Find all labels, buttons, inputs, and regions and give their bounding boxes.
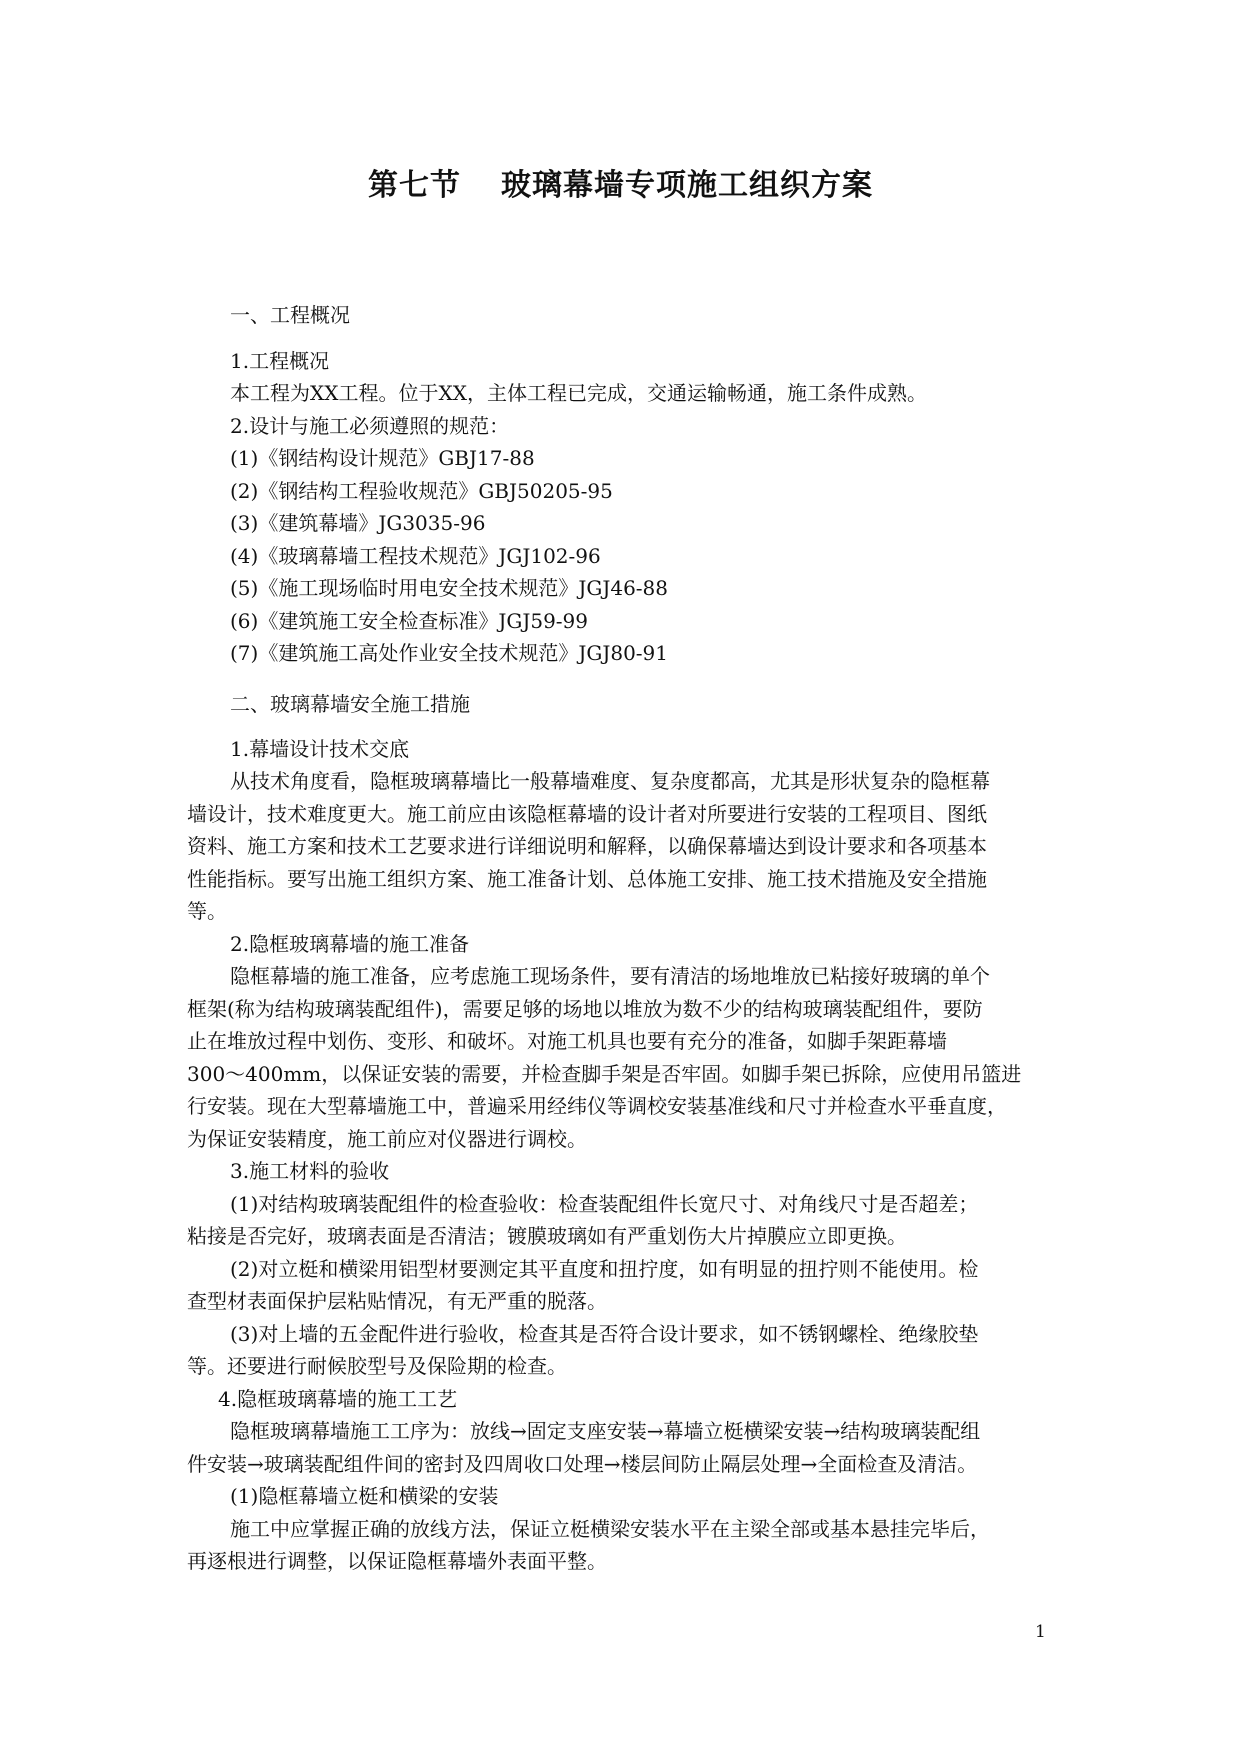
subheading: 1.幕墙设计技术交底 (230, 737, 410, 761)
title-section: 第七节 (368, 168, 461, 203)
paragraph-line: 再逐根进行调整，以保证隐框幕墙外表面平整。 (187, 1549, 607, 1573)
list-item: (3)《建筑幕墙》JG3035-96 (230, 511, 486, 535)
paragraph-line: 粘接是否完好，玻璃表面是否清洁；镀膜玻璃如有严重划伤大片掉膜应立即更换。 (187, 1224, 907, 1248)
title-text: 玻璃幕墙专项施工组织方案 (501, 168, 873, 203)
subheading: 1.工程概况 (230, 349, 330, 373)
paragraph-line: 本工程为XX工程。位于XX，主体工程已完成，交通运输畅通，施工条件成熟。 (230, 381, 927, 405)
page-number: 1 (1035, 1622, 1046, 1642)
paragraph-line: 施工中应掌握正确的放线方法，保证立梃横梁安装水平在主梁全部或基本悬挂完毕后， (230, 1517, 990, 1541)
paragraph-line: 隐框玻璃幕墙施工工序为：放线→固定支座安装→幕墙立梃横梁安装→结构玻璃装配组 (230, 1419, 981, 1443)
paragraph-line: 查型材表面保护层粘贴情况，有无严重的脱落。 (187, 1289, 607, 1313)
subheading: 4.隐框玻璃幕墙的施工工艺 (218, 1387, 458, 1411)
paragraph-line: 件安装→玻璃装配组件间的密封及四周收口处理→楼层间防止隔层处理→全面检查及清洁。 (187, 1452, 978, 1476)
paragraph-line: 从技术角度看，隐框玻璃幕墙比一般幕墙难度、复杂度都高，尤其是形状复杂的隐框幕 (230, 769, 990, 793)
paragraph-line: 性能指标。要写出施工组织方案、施工准备计划、总体施工安排、施工技术措施及安全措施 (187, 867, 987, 891)
list-item: (7)《建筑施工高处作业安全技术规范》JGJ80-91 (230, 641, 668, 665)
list-item: (5)《施工现场临时用电安全技术规范》JGJ46-88 (230, 576, 668, 600)
page-title (0, 160, 1241, 204)
paragraph-line: 框架(称为结构玻璃装配组件)，需要足够的场地以堆放为数不少的结构玻璃装配组件，要防 (187, 997, 983, 1021)
paragraph-line: (3)对上墙的五金配件进行验收，检查其是否符合设计要求，如不锈钢螺栓、绝缘胶垫 (230, 1322, 979, 1346)
list-item: (6)《建筑施工安全检查标准》JGJ59-99 (230, 609, 588, 633)
subheading: (1)隐框幕墙立梃和横梁的安装 (230, 1484, 499, 1508)
heading-2: 二、玻璃幕墙安全施工措施 (230, 692, 470, 716)
paragraph-line: 墙设计，技术难度更大。施工前应由该隐框幕墙的设计者对所要进行安装的工程项目、图纸 (187, 802, 987, 826)
subheading: 3.施工材料的验收 (230, 1159, 390, 1183)
paragraph-line: 行安装。现在大型幕墙施工中，普遍采用经纬仪等调校安装基准线和尺寸并检查水平垂直度， (187, 1094, 1007, 1118)
paragraph-line: (2)对立梃和横梁用铝型材要测定其平直度和扭拧度，如有明显的扭拧则不能使用。检 (230, 1257, 979, 1281)
paragraph-line: 隐框幕墙的施工准备，应考虑施工现场条件，要有清洁的场地堆放已粘接好玻璃的单个 (230, 964, 990, 988)
paragraph-line: 等。还要进行耐候胶型号及保险期的检查。 (187, 1354, 567, 1378)
paragraph-line: 为保证安装精度，施工前应对仪器进行调校。 (187, 1127, 587, 1151)
heading-1: 一、工程概况 (230, 303, 350, 327)
list-item: (4)《玻璃幕墙工程技术规范》JGJ102-96 (230, 544, 601, 568)
subheading: 2.设计与施工必须遵照的规范： (230, 414, 510, 438)
paragraph-line: 资料、施工方案和技术工艺要求进行详细说明和解释，以确保幕墙达到设计要求和各项基本 (187, 834, 987, 858)
list-item: (2)《钢结构工程验收规范》GBJ50205-95 (230, 479, 613, 503)
list-item: (1)《钢结构设计规范》GBJ17-88 (230, 446, 535, 470)
paragraph-line: (1)对结构玻璃装配组件的检查验收：检查装配组件长宽尺寸、对角线尺寸是否超差； (230, 1192, 979, 1216)
paragraph-line: 止在堆放过程中划伤、变形、和破坏。对施工机具也要有充分的准备，如脚手架距幕墙 (187, 1029, 947, 1053)
paragraph-line: 等。 (187, 899, 227, 923)
subheading: 2.隐框玻璃幕墙的施工准备 (230, 932, 470, 956)
paragraph-line: 300～400mm，以保证安装的需要，并检查脚手架是否牢固。如脚手架已拆除，应使用吊篮进 (187, 1062, 1022, 1086)
